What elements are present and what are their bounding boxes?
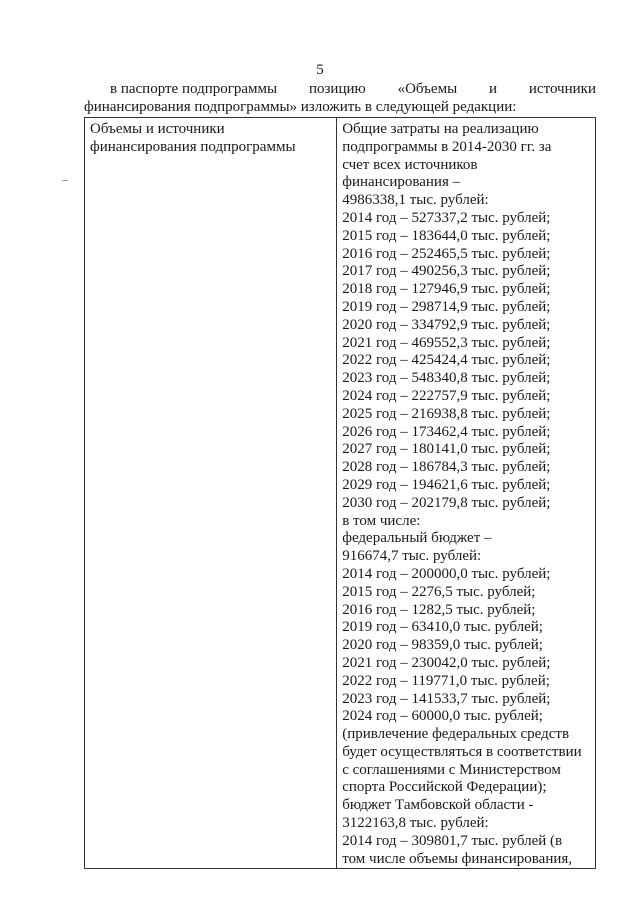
value-line: 2019 год – 298714,9 тыс. рублей; — [342, 298, 551, 315]
value-line: подпрограммы в 2014-2030 гг. за — [342, 138, 552, 155]
value-line: 2015 год – 2276,5 тыс. рублей; — [342, 583, 536, 600]
margin-mark — [62, 180, 68, 181]
value-line: 2024 год – 60000,0 тыс. рублей; — [342, 708, 543, 725]
value-line: 2023 год – 141533,7 тыс. рублей; — [342, 690, 551, 707]
value-line: 2023 год – 548340,8 тыс. рублей; — [342, 370, 551, 387]
value-line: 916674,7 тыс. рублей: — [342, 548, 482, 565]
value-line: 2014 год – 309801,7 тыс. рублей (в — [342, 832, 563, 849]
intro-word: позицию — [308, 81, 366, 97]
intro-word: «Объемы — [397, 81, 458, 97]
value-line: счет всех источников — [342, 156, 478, 173]
intro-line-2: финансирования подпрограммы» изложить в следующей редакции: — [84, 99, 517, 115]
label-line: Объемы и источники — [90, 121, 225, 137]
value-cell — [337, 118, 596, 869]
value-line: 2018 год – 127946,9 тыс. рублей; — [342, 281, 551, 298]
value-line: 2020 год – 334792,9 тыс. рублей; — [342, 316, 551, 333]
intro-line-1 — [84, 80, 596, 98]
page-number: 5 — [316, 62, 324, 78]
value-line: 2017 год – 490256,3 тыс. рублей; — [342, 263, 551, 280]
value-line: 2014 год – 527337,2 тыс. рублей; — [342, 209, 551, 226]
value-line: 2019 год – 63410,0 тыс. рублей; — [342, 619, 543, 636]
value-line: 2022 год – 425424,4 тыс. рублей; — [342, 352, 551, 369]
value-line: в том числе: — [342, 512, 421, 529]
value-line: бюджет Тамбовской области - — [342, 797, 534, 814]
table-row — [85, 118, 596, 869]
intro-paragraph — [84, 80, 596, 116]
intro-word: источники — [528, 81, 596, 97]
value-line: финансирования – — [342, 174, 461, 191]
value-line: 2016 год – 1282,5 тыс. рублей; — [342, 601, 536, 618]
value-line: 2030 год – 202179,8 тыс. рублей; — [342, 494, 551, 511]
value-line: федеральный бюджет – — [342, 530, 492, 547]
intro-word: в паспорте подпрограммы — [110, 81, 278, 97]
value-line: 2028 год – 186784,3 тыс. рублей; — [342, 459, 551, 476]
value-line: 4986338,1 тыс. рублей: — [342, 192, 489, 209]
value-line: том числе объемы финансирования, — [342, 850, 573, 867]
value-line: 2021 год – 230042,0 тыс. рублей; — [342, 654, 551, 671]
value-line: 2024 год – 222757,9 тыс. рублей; — [342, 387, 551, 404]
intro-word: и — [489, 81, 498, 97]
passport-table — [84, 117, 596, 869]
value-line: будет осуществляться в соответствии — [342, 743, 582, 760]
value-line: 2015 год – 183644,0 тыс. рублей; — [342, 227, 551, 244]
value-line: 2029 год – 194621,6 тыс. рублей; — [342, 476, 551, 493]
value-line: 3122163,8 тыс. рублей: — [342, 815, 489, 832]
value-line: Общие затраты на реализацию — [342, 121, 539, 137]
value-line: 2026 год – 173462,4 тыс. рублей; — [342, 423, 551, 440]
value-line: 2022 год – 119771,0 тыс. рублей; — [342, 672, 550, 689]
value-line: 2016 год – 252465,5 тыс. рублей; — [342, 245, 551, 262]
value-line: с соглашениями с Министерством — [342, 761, 561, 778]
value-line: 2027 год – 180141,0 тыс. рублей; — [342, 441, 551, 458]
value-line: (привлечение федеральных средств — [342, 726, 570, 743]
value-line: 2021 год – 469552,3 тыс. рублей; — [342, 334, 551, 351]
value-line: 2025 год – 216938,8 тыс. рублей; — [342, 405, 551, 422]
value-line: 2014 год – 200000,0 тыс. рублей; — [342, 565, 551, 582]
value-line: спорта Российской Федерации); — [342, 779, 547, 796]
label-cell — [85, 118, 337, 869]
value-line: 2020 год – 98359,0 тыс. рублей; — [342, 637, 543, 654]
label-line: финансирования подпрограммы — [90, 138, 296, 155]
